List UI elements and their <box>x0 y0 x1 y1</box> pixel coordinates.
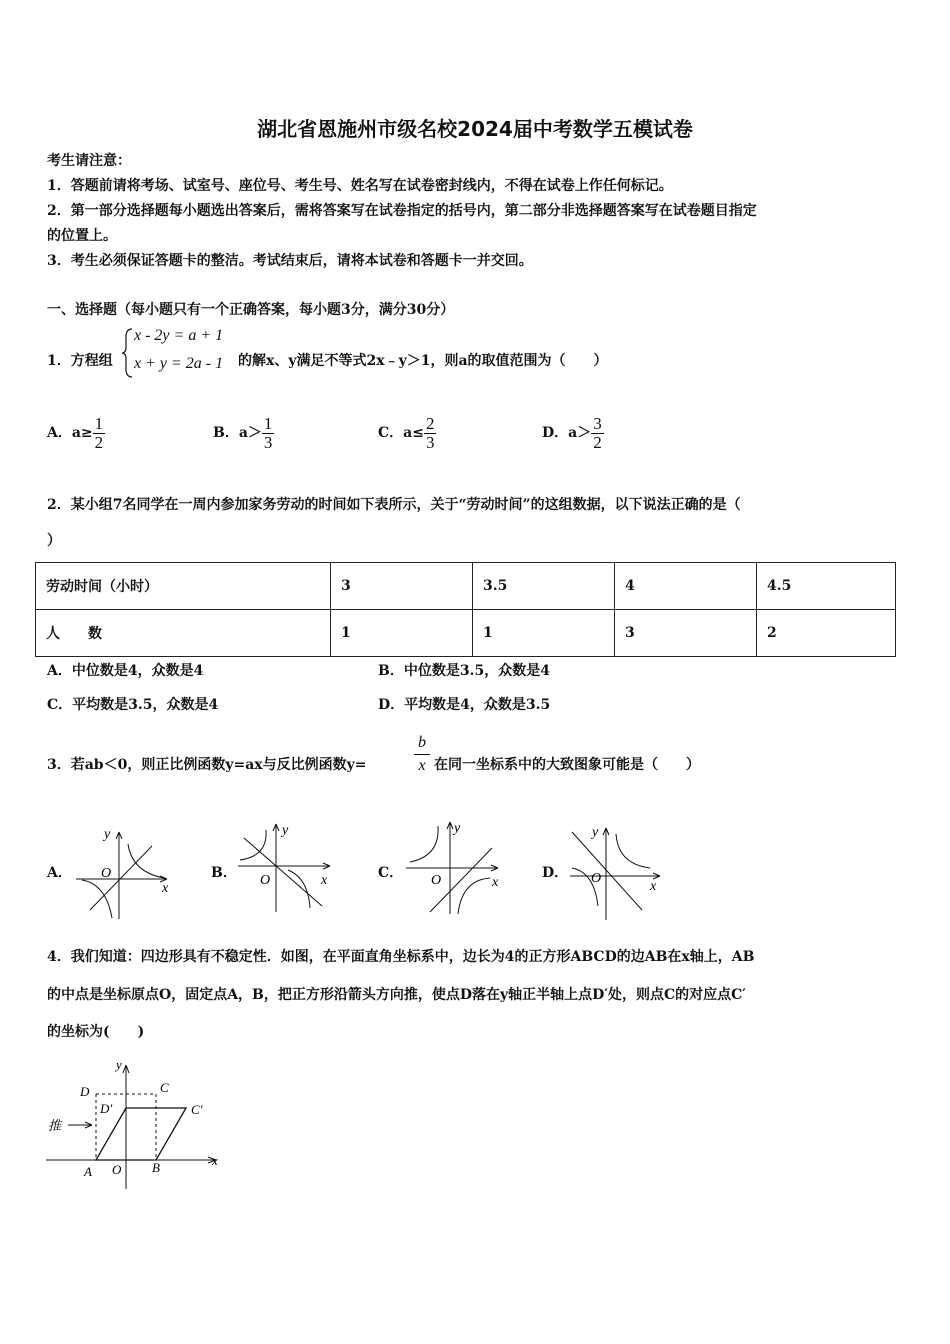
q1-option-a[interactable] <box>47 413 105 453</box>
table-cell: 劳动时间（小时） <box>36 563 331 610</box>
q3-graph-b <box>236 818 336 916</box>
q1-equation-1: x - 2y = a + 1 <box>134 327 224 344</box>
point-c-label: C <box>160 1080 169 1095</box>
table-cell: 1 <box>331 610 473 657</box>
q1-option-b-label: B．a＞ <box>213 425 262 441</box>
q1-option-d[interactable] <box>542 413 604 453</box>
table-cell: 3 <box>331 563 473 610</box>
q1-option-b-den: 3 <box>263 432 273 452</box>
q1-option-c-num: 2 <box>425 413 435 433</box>
q3-option-b[interactable]: B． <box>211 865 237 881</box>
point-c-prime-label: C′ <box>191 1102 203 1117</box>
notice-item-1: 1．答题前请将考场、试室号、座位号、考生号、姓名写在试卷密封线内，不得在试卷上作任何标记。 <box>47 178 673 194</box>
origin-label: O <box>101 866 112 881</box>
q1-option-c-label: C．a≤ <box>378 425 424 441</box>
q1-option-c-den: 3 <box>425 432 435 452</box>
point-d-label: D <box>80 1084 90 1099</box>
q3-fraction-num: b <box>414 732 430 755</box>
x-axis-label: x <box>321 873 328 888</box>
table-cell: 人 数 <box>36 610 331 657</box>
q3-fraction <box>414 732 430 777</box>
origin-label: O <box>260 873 271 888</box>
origin-label: O <box>112 1162 122 1177</box>
q3-option-a[interactable]: A． <box>47 865 72 881</box>
q1-brace <box>122 327 134 379</box>
notice-item-2-cont: 的位置上。 <box>47 228 117 244</box>
q3-option-c[interactable]: C． <box>378 865 404 881</box>
q1-option-b-num: 1 <box>263 413 273 433</box>
point-a-label: A <box>84 1164 92 1179</box>
y-axis-label: y <box>104 827 111 842</box>
q1-prefix: 1．方程组 <box>47 353 113 369</box>
origin-label: O <box>591 871 602 886</box>
x-axis-label: x <box>162 881 169 896</box>
point-d-prime-label: D′ <box>100 1101 113 1116</box>
q4-line-3: 的坐标为( ) <box>47 1024 145 1040</box>
q2-option-a[interactable]: A．中位数是4，众数是4 <box>47 663 204 679</box>
notice-item-2: 2．第一部分选择题每小题选出答案后，需将答案写在试卷指定的括号内，第二部分非选择题答案写在试卷题目指定 <box>47 203 757 219</box>
q3-stem-b: 在同一坐标系中的大致图象可能是（ ） <box>434 757 700 773</box>
q4-figure <box>40 1055 230 1195</box>
q1-suffix: 的解x、y满足不等式2x﹣y＞1，则a的取值范围为（ ） <box>238 353 608 369</box>
y-axis-label: y <box>282 823 289 838</box>
table-cell: 2 <box>757 610 896 657</box>
q2-option-d[interactable]: D．平均数是4，众数是3.5 <box>378 697 551 713</box>
x-axis-label: x <box>650 879 657 894</box>
point-b-label: B <box>152 1160 160 1175</box>
q1-option-d-num: 3 <box>593 413 602 433</box>
table-cell: 1 <box>473 610 615 657</box>
q3-graph-d <box>566 820 666 922</box>
notice-heading: 考生请注意： <box>47 153 131 169</box>
q1-option-b[interactable] <box>213 413 274 453</box>
table-cell: 4 <box>615 563 757 610</box>
q2-stem: 2．某小组7名同学在一周内参加家务劳动的时间如下表所示，关于“劳动时间”的这组数据，以下说法正确的是（ <box>47 497 741 513</box>
q1-equation-2: x + y = 2a - 1 <box>134 355 224 372</box>
q1-option-a-label: A．a≥ <box>47 425 93 441</box>
q1-option-c[interactable] <box>378 413 436 453</box>
table-cell: 3.5 <box>473 563 615 610</box>
q2-option-b[interactable]: B．中位数是3.5，众数是4 <box>378 663 550 679</box>
q1-option-a-num: 1 <box>94 413 104 433</box>
q1-option-d-den: 2 <box>593 432 602 452</box>
notice-item-3: 3．考生必须保证答题卡的整洁。考试结束后，请将本试卷和答题卡一并交回。 <box>47 253 533 269</box>
q2-stem-cont: ） <box>47 533 61 549</box>
y-axis-label: y <box>592 825 599 840</box>
table-cell: 4.5 <box>757 563 896 610</box>
page-title: 湖北省恩施州市级名校2024届中考数学五模试卷 <box>257 117 693 141</box>
q3-graph-a <box>72 822 182 924</box>
x-axis-label: x <box>492 875 499 890</box>
q2-table <box>35 562 896 657</box>
q4-line-1: 4．我们知道：四边形具有不稳定性．如图，在平面直角坐标系中，边长为4的正方形ABCD的边AB在x轴上，AB <box>47 949 755 965</box>
q3-graph-c <box>404 816 506 918</box>
q1-option-d-label: D．a＞ <box>542 425 592 441</box>
table-row <box>36 563 896 610</box>
y-axis-label: y <box>454 821 461 836</box>
origin-label: O <box>431 873 442 888</box>
section-heading: 一、选择题（每小题只有一个正确答案，每小题3分，满分30分） <box>47 302 455 318</box>
x-axis-label: x <box>212 1153 218 1168</box>
q1-option-a-den: 2 <box>94 432 104 452</box>
y-axis-label: y <box>116 1057 122 1072</box>
table-row <box>36 610 896 657</box>
push-label: 推 <box>48 1119 62 1134</box>
q3-stem-a: 3．若ab＜0，则正比例函数y=ax与反比例函数y= <box>47 757 367 773</box>
table-cell: 3 <box>615 610 757 657</box>
q3-fraction-den: x <box>418 757 426 774</box>
q4-line-2: 的中点是坐标原点O，固定点A，B，把正方形沿箭头方向推，使点D落在y轴正半轴上点D′处，则点C的对应点C′ <box>47 987 746 1003</box>
q3-option-d[interactable]: D． <box>542 865 569 881</box>
q2-option-c[interactable]: C．平均数是3.5，众数是4 <box>47 697 219 713</box>
